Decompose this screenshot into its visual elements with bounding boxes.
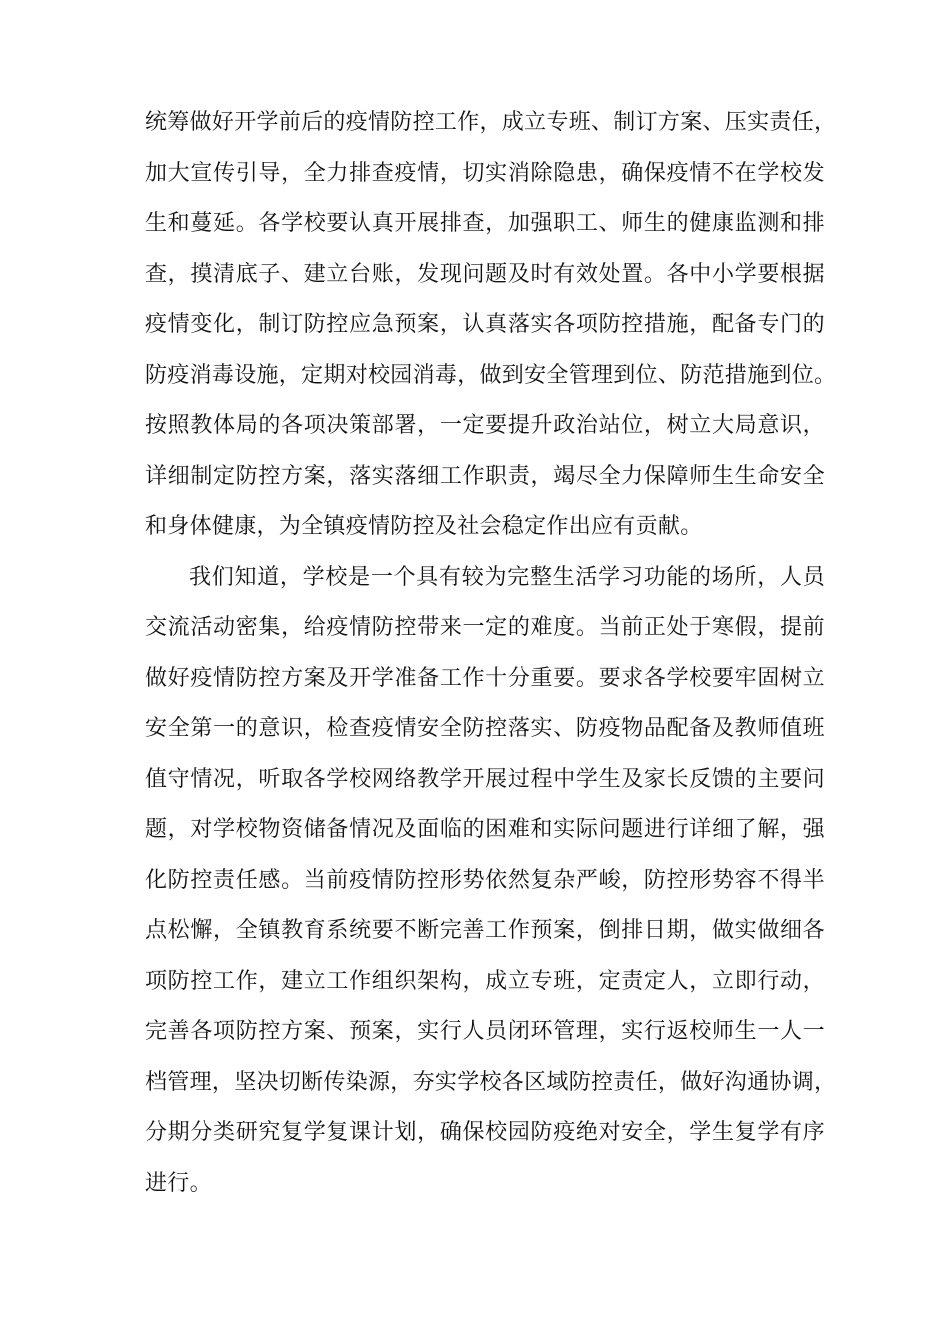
paragraph-line: 化防控责任感。当前疫情防控形势依然复杂严峻，防控形势容不得半 xyxy=(145,867,825,893)
paragraph-line: 完善各项防控方案、预案，实行人员闭环管理，实行返校师生一人一 xyxy=(145,1019,825,1044)
paragraph-line: 题，对学校物资储备情况及面临的困难和实际问题进行详细了解，强 xyxy=(145,817,825,842)
paragraph-line: 分期分类研究复学复课计划，确保校园防疫绝对安全，学生复学有序 xyxy=(145,1120,825,1145)
paragraph-line: 项防控工作，建立工作组织架构，成立专班，定责定人，立即行动， xyxy=(145,968,825,994)
paragraph-line: 疫情变化，制订防控应急预案，认真落实各项防控措施，配备专门的 xyxy=(145,312,825,337)
paragraph-line: 档管理，坚决切断传染源，夯实学校各区域防控责任，做好沟通协调， xyxy=(145,1069,837,1095)
paragraph-line: 值守情况，听取各学校网络教学开展过程中学生及家长反馈的主要问 xyxy=(145,766,825,792)
paragraph-line: 生和蔓延。各学校要认真开展排查，加强职工、师生的健康监测和排 xyxy=(145,211,825,236)
paragraph-2 xyxy=(145,553,837,1210)
paragraph-line: 进行。 xyxy=(145,1170,212,1196)
paragraph-line: 安全第一的意识，检查疫情安全防控落实、防疫物品配备及教师值班 xyxy=(145,716,825,741)
paragraph-line: 查，摸清底子、建立台账，发现问题及时有效处置。各中小学要根据 xyxy=(145,261,825,287)
paragraph-line: 防疫消毒设施，定期对校园消毒，做到安全管理到位、防范措施到位。 xyxy=(145,362,837,388)
paragraph-line: 我们知道，学校是一个具有较为完整生活学习功能的场所，人员 xyxy=(189,564,825,590)
paragraph-line: 加大宣传引导，全力排查疫情，切实消除隐患，确保疫情不在学校发 xyxy=(145,160,825,186)
paragraph-line: 统筹做好开学前后的疫情防控工作，成立专班、制订方案、压实责任， xyxy=(145,110,837,135)
paragraph-line: 交流活动密集，给疫情防控带来一定的难度。当前正处于寒假，提前 xyxy=(145,615,825,640)
paragraph-1 xyxy=(145,98,837,553)
document-body xyxy=(145,98,837,1209)
paragraph-line: 做好疫情防控方案及开学准备工作十分重要。要求各学校要牢固树立 xyxy=(145,665,825,691)
paragraph-line: 按照教体局的各项决策部署，一定要提升政治站位，树立大局意识， xyxy=(145,413,825,438)
paragraph-line: 点松懈，全镇教育系统要不断完善工作预案，倒排日期，做实做细各 xyxy=(145,918,825,943)
paragraph-line: 详细制定防控方案，落实落细工作职责，竭尽全力保障师生生命安全 xyxy=(145,463,825,489)
paragraph-line: 和身体健康，为全镇疫情防控及社会稳定作出应有贡献。 xyxy=(145,514,703,539)
